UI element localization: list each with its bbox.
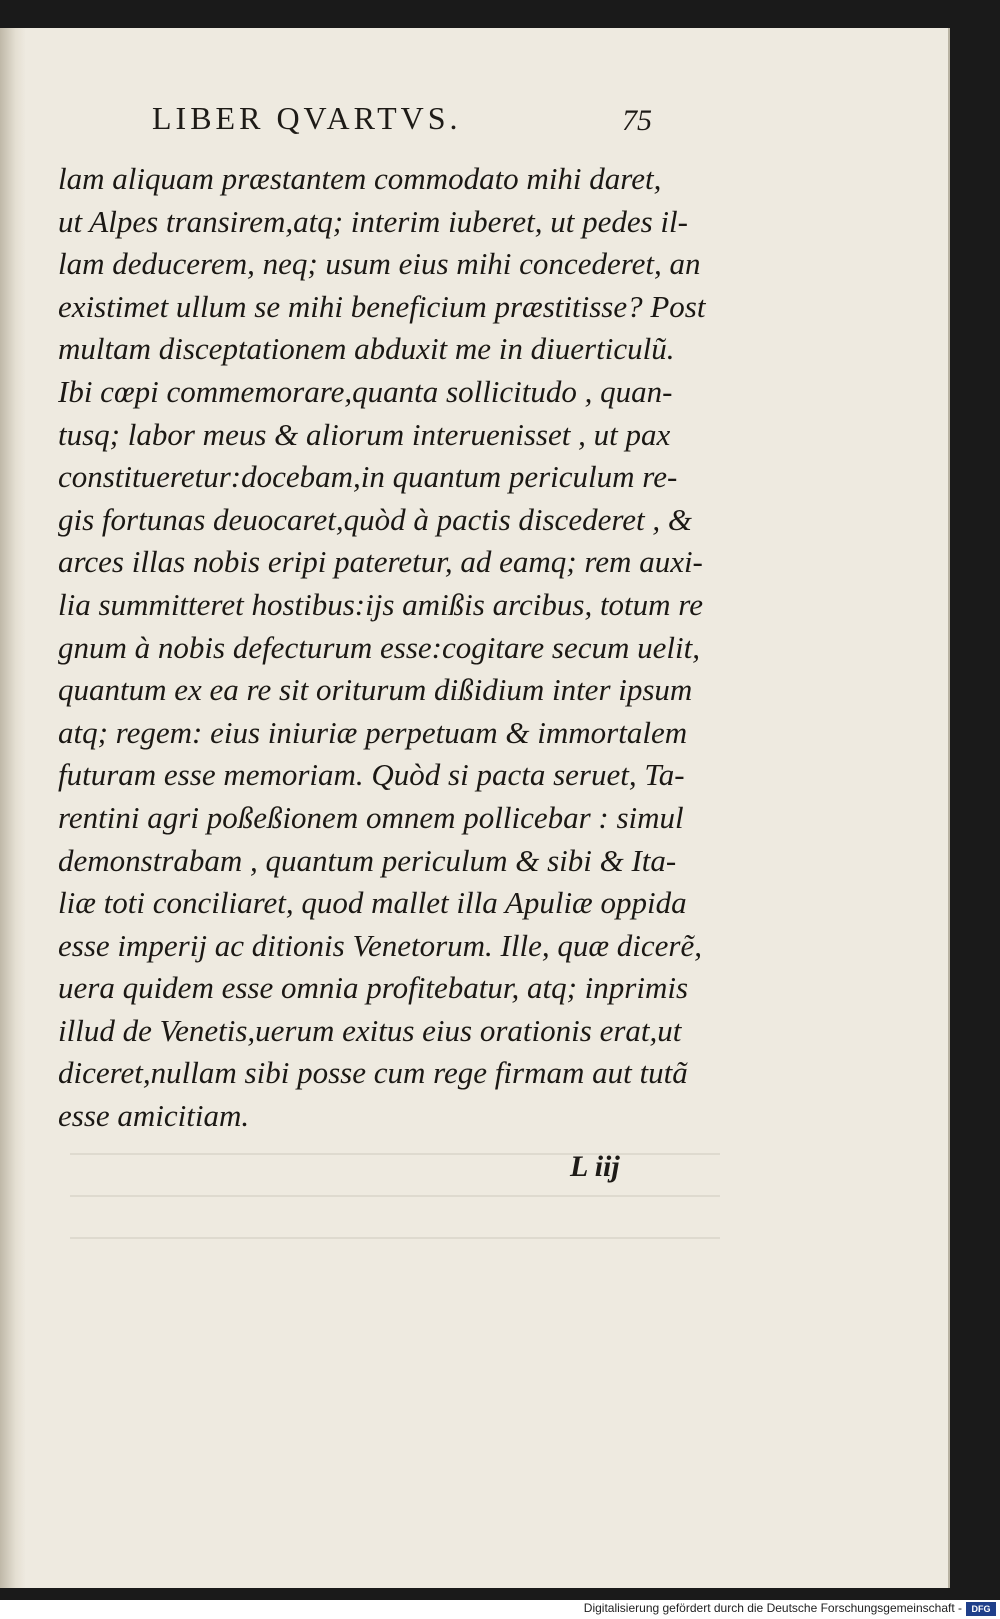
text-line: lia summitteret hostibus:ijs amißis arcibus, totum re — [58, 586, 703, 622]
footer-credit: Digitalisierung gefördert durch die Deutsche Forschungsgemeinschaft - — [583, 1601, 962, 1615]
text-line: tusq; labor meus & aliorum interuenisset , ut pax — [58, 416, 671, 452]
text-line: illud de Venetis,uerum exitus eius orationis erat,ut — [58, 1012, 682, 1048]
signature-mark: L iij — [570, 1150, 620, 1183]
text-line: lam aliquam præstantem commodato mihi daret, — [58, 161, 662, 196]
text-line: rentini agri poßeßionem omnem pollicebar : simul — [58, 799, 684, 835]
body-text — [58, 158, 708, 1138]
text-line: constitueretur:docebam,in quantum periculum re- — [58, 459, 678, 495]
text-line: demonstrabam , quantum periculum & sibi & Ita- — [58, 842, 677, 878]
text-line: gis fortunas deuocaret,quòd à pactis discederet , & — [58, 501, 692, 537]
running-head: LIBER QVARTVS. — [152, 100, 462, 136]
text-line: liæ toti conciliaret, quod mallet illa Apuliæ oppida — [58, 885, 687, 921]
text-line: esse amicitiam. — [58, 1098, 250, 1134]
text-line: quantum ex ea re sit oriturum dißidium inter ipsum — [58, 672, 693, 708]
text-line: uera quidem esse omnia profitebatur, atq; inprimis — [58, 970, 689, 1006]
text-line: lam deducerem, neq; usum eius mihi concederet, an — [58, 246, 701, 282]
page-number: 75 — [622, 104, 652, 137]
page-gutter-shadow — [0, 28, 26, 1588]
dfg-logo-icon: DFG — [966, 1602, 996, 1616]
text-line: arces illas nobis eripi pateretur, ad eamq; rem auxi- — [58, 544, 703, 580]
text-line: multam disceptationem abduxit me in diuerticulũ. — [58, 331, 675, 367]
show-through-text — [70, 1133, 720, 1273]
text-line: atq; regem: eius iniuriæ perpetuam & immortalem — [58, 714, 688, 750]
text-line: diceret,nullam sibi posse cum rege firmam aut tutã — [58, 1055, 688, 1091]
text-line: futuram esse memoriam. Quòd si pacta seruet, Ta- — [58, 757, 685, 793]
text-line: Ibi cœpi commemorare,quanta sollicitudo , quan- — [58, 373, 673, 409]
text-line: existimet ullum se mihi beneficium præstitisse? Post — [58, 288, 706, 324]
footer — [0, 1600, 1000, 1619]
text-line: esse imperij ac ditionis Venetorum. Ille, quæ dicerẽ, — [58, 927, 702, 963]
text-line: gnum à nobis defecturum esse:cogitare secum uelit, — [58, 629, 700, 665]
text-line: ut Alpes transirem,atq; interim iuberet, ut pedes il- — [58, 203, 688, 239]
